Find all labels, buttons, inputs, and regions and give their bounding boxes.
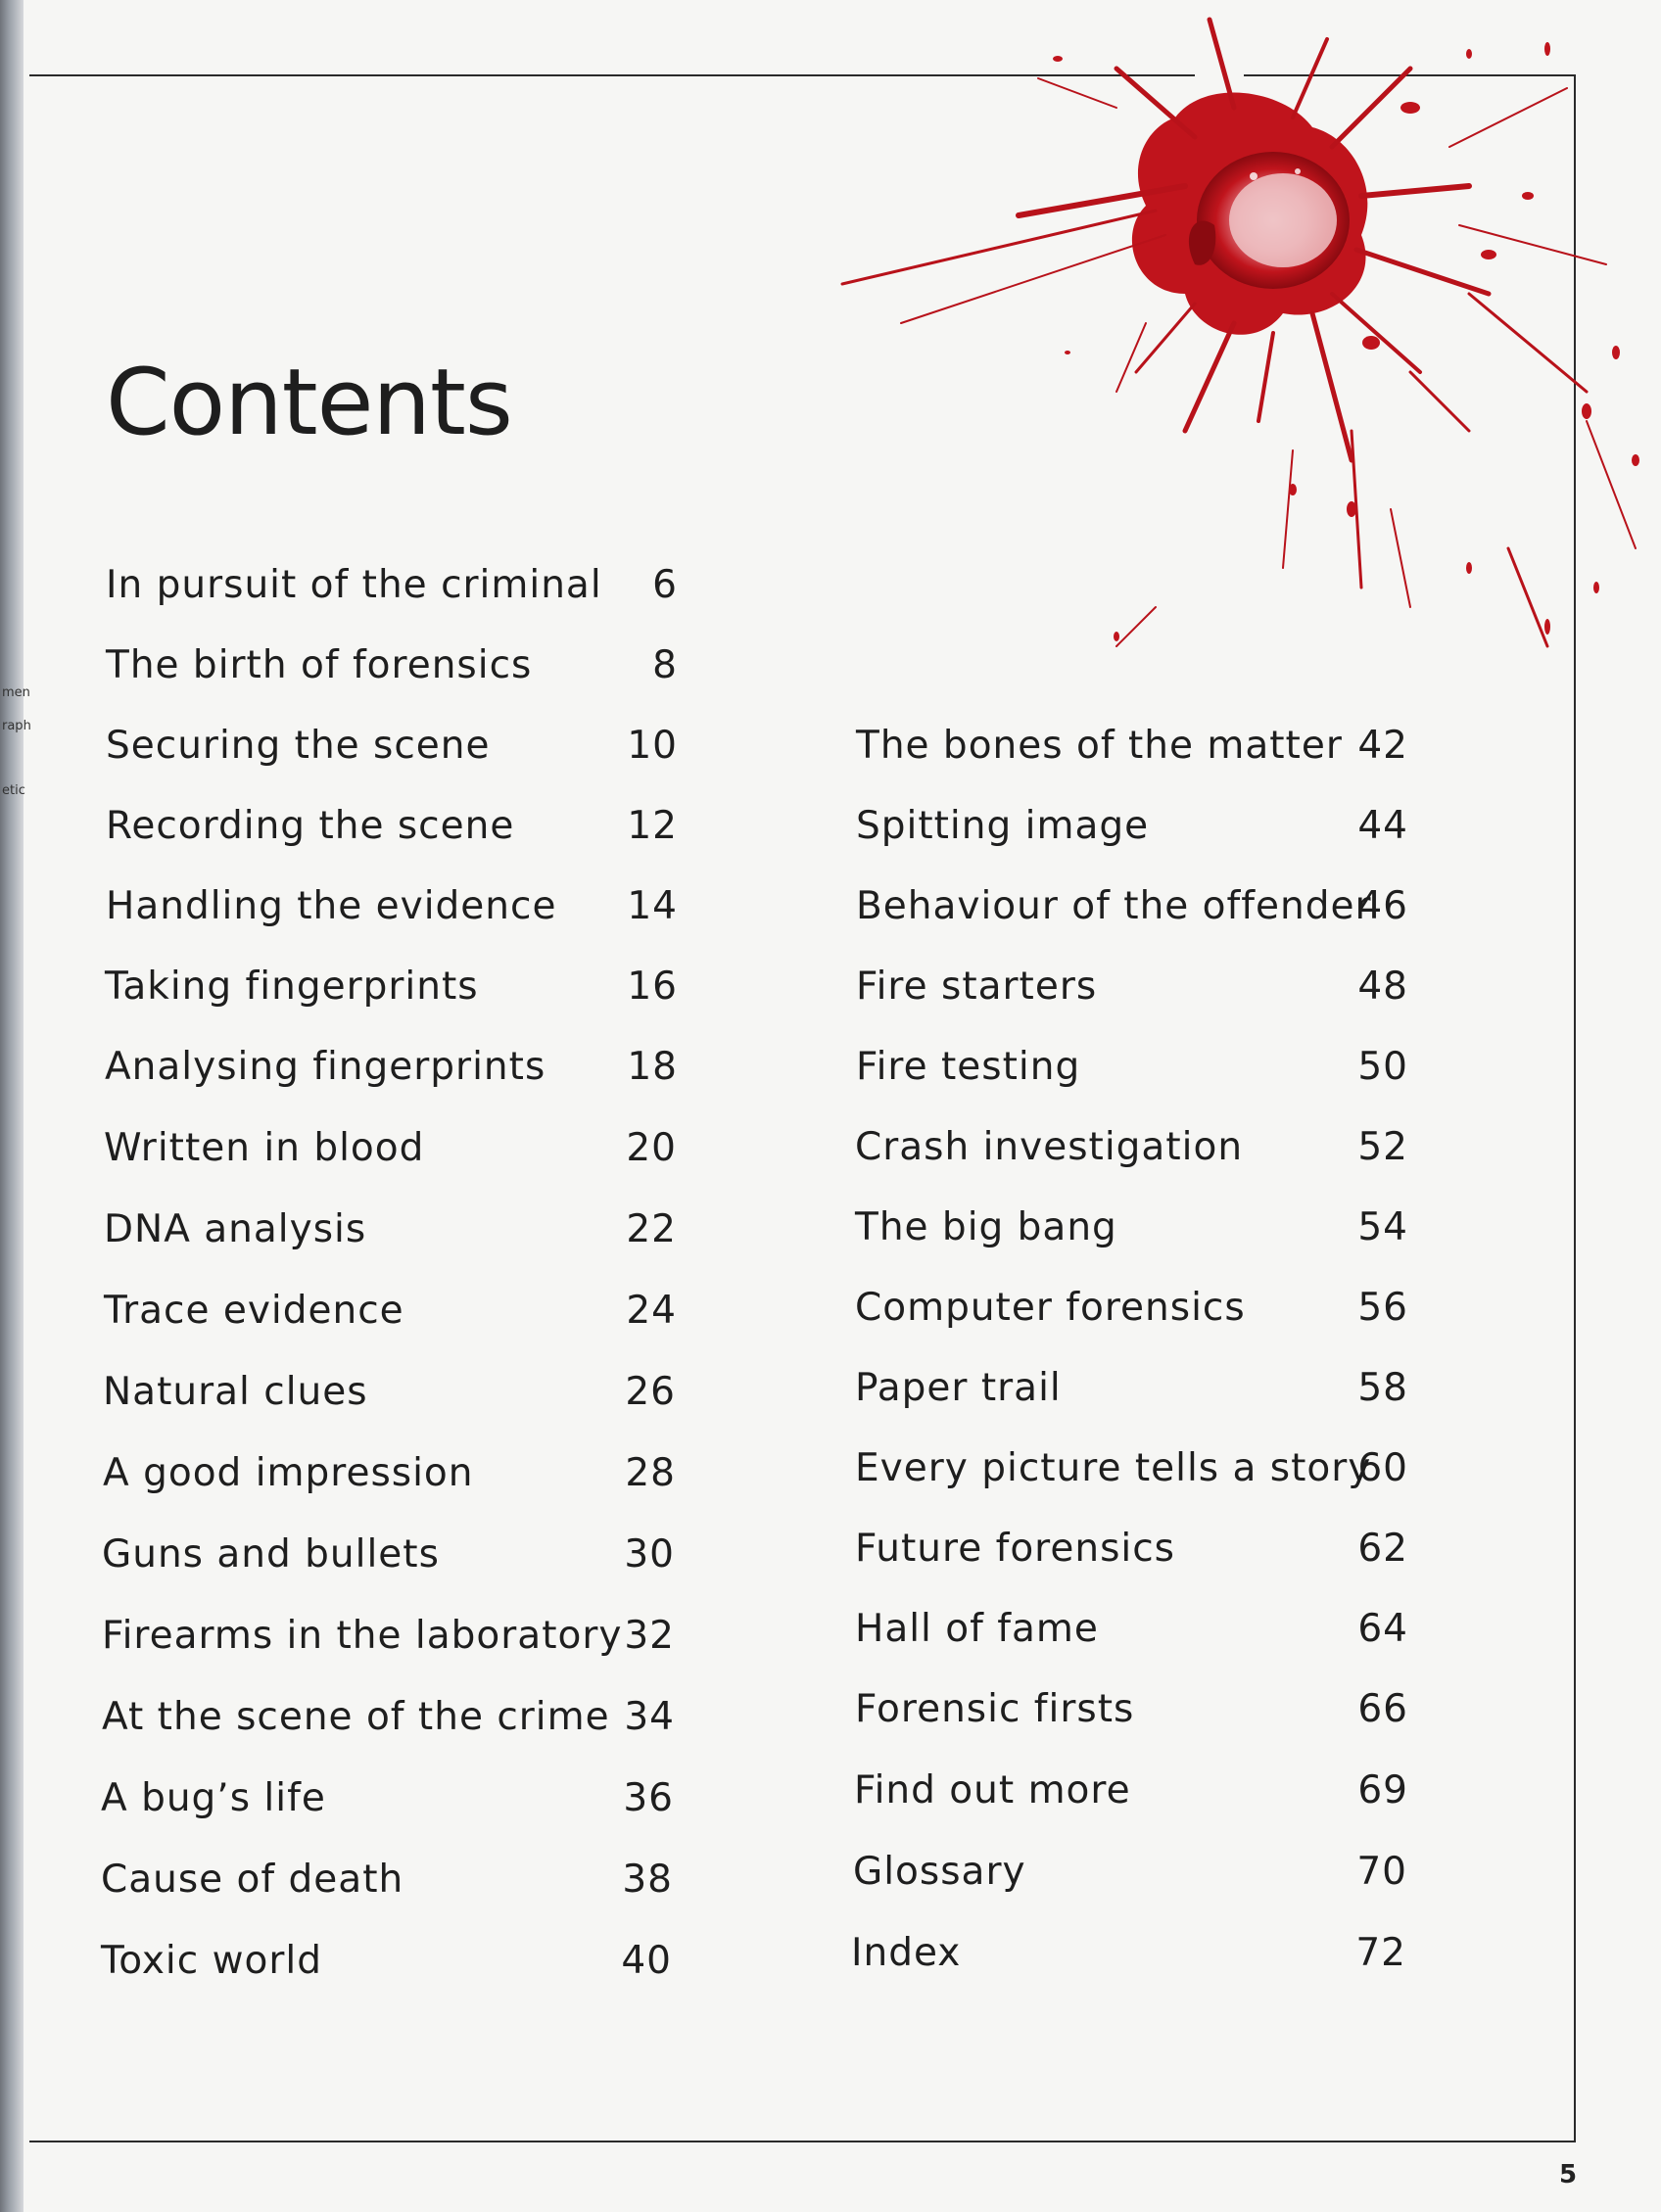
facing-page-edge — [0, 0, 31, 2212]
toc-entry[interactable] — [102, 1532, 675, 1591]
toc-entry-label: A bug’s life — [101, 1776, 326, 1820]
toc-entry[interactable] — [856, 1045, 1408, 1104]
toc-entry[interactable] — [106, 724, 678, 782]
toc-entry-label: A good impression — [103, 1451, 474, 1495]
toc-entry[interactable] — [855, 1205, 1408, 1264]
toc-entry-page: 54 — [1357, 1205, 1408, 1249]
toc-entry-page: 24 — [626, 1289, 677, 1333]
toc-entry-label: Computer forensics — [855, 1286, 1246, 1330]
toc-entry-label: Spitting image — [856, 804, 1150, 848]
toc-entry[interactable] — [106, 804, 678, 863]
toc-entry[interactable] — [102, 1695, 675, 1754]
toc-entry[interactable] — [855, 1607, 1408, 1666]
toc-entry-page: 48 — [1357, 965, 1408, 1009]
toc-entry[interactable] — [103, 1370, 676, 1429]
toc-entry-page: 16 — [627, 965, 678, 1009]
toc-entry-label: Guns and bullets — [102, 1532, 440, 1577]
toc-entry[interactable] — [856, 965, 1408, 1023]
toc-entry[interactable] — [103, 1451, 676, 1510]
toc-entry-page: 46 — [1357, 884, 1408, 928]
toc-entry-page: 69 — [1357, 1768, 1408, 1812]
toc-entry-label: Analysing fingerprints — [105, 1045, 546, 1089]
facing-page-fragment: raph — [2, 719, 31, 733]
toc-entry-page: 36 — [623, 1776, 674, 1820]
toc-entry[interactable] — [855, 1366, 1408, 1425]
toc-entry-label: Fire testing — [856, 1045, 1081, 1089]
toc-entry-label: DNA analysis — [104, 1207, 367, 1251]
toc-entry-page: 30 — [624, 1532, 675, 1577]
toc-entry-page: 38 — [622, 1858, 673, 1902]
toc-entry-page: 32 — [624, 1614, 675, 1658]
toc-entry-page: 44 — [1357, 804, 1408, 848]
splatter-core — [1132, 93, 1367, 335]
toc-entry-page: 52 — [1357, 1125, 1408, 1169]
toc-entry[interactable] — [856, 804, 1408, 863]
toc-entry[interactable] — [104, 1289, 677, 1347]
toc-entry-page: 22 — [626, 1207, 677, 1251]
toc-entry[interactable] — [101, 1858, 673, 1916]
toc-entry-label: The big bang — [855, 1205, 1117, 1249]
toc-entry-label: Glossary — [853, 1850, 1026, 1894]
toc-entry-page: 56 — [1357, 1286, 1408, 1330]
toc-entry[interactable] — [855, 1687, 1408, 1746]
toc-entry-label: Find out more — [854, 1768, 1131, 1812]
toc-entry-label: Securing the scene — [106, 724, 491, 768]
toc-entry-page: 72 — [1355, 1931, 1406, 1975]
toc-entry-page: 70 — [1356, 1850, 1407, 1894]
toc-entry[interactable] — [104, 1207, 677, 1266]
toc-entry-page: 40 — [621, 1939, 672, 1983]
toc-entry[interactable] — [106, 643, 678, 702]
toc-entry-label: Every picture tells a story — [855, 1446, 1372, 1490]
toc-entry-page: 8 — [652, 643, 678, 687]
toc-entry-label: The bones of the matter — [856, 724, 1343, 768]
toc-entry[interactable] — [102, 1614, 675, 1672]
toc-entry-page: 28 — [625, 1451, 676, 1495]
toc-entry-label: Trace evidence — [104, 1289, 404, 1333]
toc-entry-label: Crash investigation — [855, 1125, 1244, 1169]
toc-entry[interactable] — [855, 1286, 1408, 1344]
toc-entry-page: 14 — [627, 884, 678, 928]
facing-page-fragment: etic — [2, 783, 25, 798]
toc-entry[interactable] — [855, 1125, 1408, 1184]
toc-entry-label: The birth of forensics — [106, 643, 533, 687]
toc-entry[interactable] — [104, 1126, 677, 1185]
toc-entry-label: Index — [851, 1931, 962, 1975]
toc-entry-page: 42 — [1357, 724, 1408, 768]
toc-entry-page: 50 — [1357, 1045, 1408, 1089]
toc-entry[interactable] — [856, 884, 1408, 943]
toc-entry-label: Taking fingerprints — [105, 965, 479, 1009]
toc-entry-page: 20 — [626, 1126, 677, 1170]
toc-entry-label: Cause of death — [101, 1858, 404, 1902]
toc-entry[interactable] — [101, 1776, 674, 1835]
page-title: Contents — [106, 350, 512, 456]
toc-entry[interactable] — [854, 1768, 1408, 1827]
toc-entry[interactable] — [855, 1527, 1408, 1585]
toc-entry-label: Recording the scene — [106, 804, 515, 848]
toc-entry-label: Paper trail — [855, 1366, 1062, 1410]
toc-entry-label: Handling the evidence — [106, 884, 557, 928]
page-number: 5 — [1559, 2160, 1578, 2189]
toc-entry-label: Future forensics — [855, 1527, 1175, 1571]
toc-entry-page: 6 — [652, 563, 678, 607]
toc-entry[interactable] — [855, 1446, 1408, 1505]
toc-entry-label: Fire starters — [856, 965, 1098, 1009]
toc-entry-page: 58 — [1357, 1366, 1408, 1410]
toc-entry[interactable] — [101, 1939, 672, 1998]
toc-entry-page: 62 — [1357, 1527, 1408, 1571]
facing-page-fragment: men — [2, 685, 30, 700]
toc-entry-page: 64 — [1357, 1607, 1408, 1651]
toc-entry-page: 10 — [627, 724, 678, 768]
toc-entry[interactable] — [105, 1045, 678, 1104]
toc-entry-label: Behaviour of the offender — [856, 884, 1372, 928]
toc-entry-label: Forensic firsts — [855, 1687, 1135, 1731]
toc-entry-page: 18 — [627, 1045, 678, 1089]
toc-entry-label: Written in blood — [104, 1126, 425, 1170]
toc-entry-label: At the scene of the crime — [102, 1695, 610, 1739]
toc-entry-page: 12 — [627, 804, 678, 848]
toc-entry-label: In pursuit of the criminal — [106, 563, 602, 607]
toc-entry-page: 66 — [1357, 1687, 1408, 1731]
toc-entry-label: Hall of fame — [855, 1607, 1099, 1651]
toc-entry-page: 60 — [1357, 1446, 1408, 1490]
toc-entry[interactable] — [851, 1931, 1406, 1990]
toc-entry-page: 34 — [624, 1695, 675, 1739]
toc-entry-label: Toxic world — [101, 1939, 322, 1983]
toc-entry-label: Firearms in the laboratory — [102, 1614, 623, 1658]
toc-entry[interactable] — [105, 965, 678, 1023]
toc-entry[interactable] — [106, 563, 678, 622]
toc-entry[interactable] — [853, 1850, 1407, 1908]
toc-entry-label: Natural clues — [103, 1370, 368, 1414]
toc-entry-page: 26 — [625, 1370, 676, 1414]
toc-entry[interactable] — [856, 724, 1408, 782]
blood-splatter-illustration — [607, 0, 1661, 685]
toc-entry[interactable] — [106, 884, 678, 943]
